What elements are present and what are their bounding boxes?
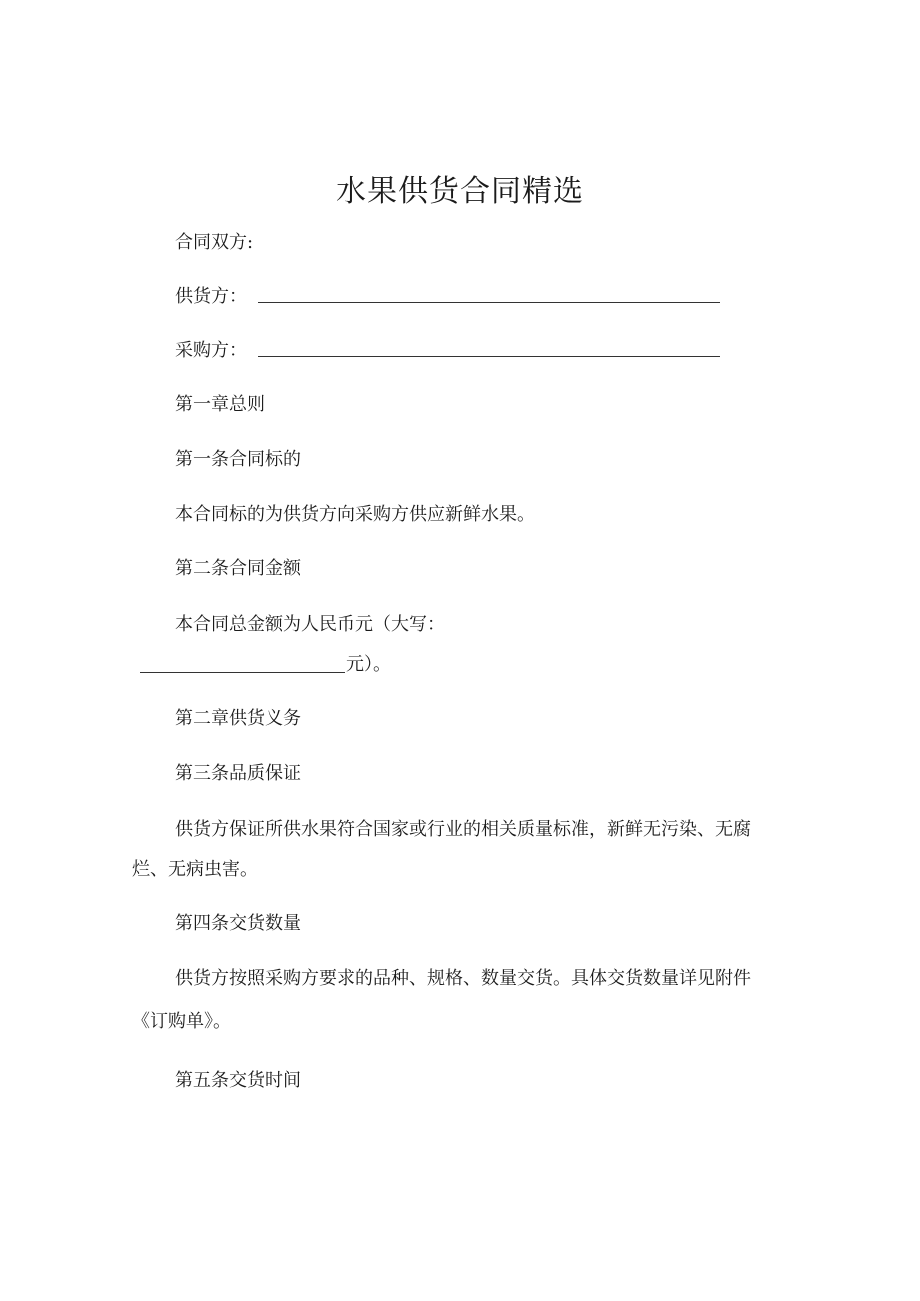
article-4-heading: 第四条交货数量	[175, 913, 301, 934]
article-3-body-line-1: 供货方保证所供水果符合国家或行业的相关质量标准，新鲜无污染、无腐	[175, 819, 751, 840]
document-title: 水果供货合同精选	[336, 174, 584, 209]
chapter-2-heading: 第二章供货义务	[175, 708, 301, 729]
parties-heading: 合同双方:	[175, 232, 254, 253]
supplier-label: 供货方：	[175, 286, 247, 307]
purchaser-label: 采购方：	[175, 340, 247, 361]
amount-blank-line	[140, 672, 345, 673]
article-4-body-line-1: 供货方按照采购方要求的品种、规格、数量交货。具体交货数量详见附件	[175, 968, 751, 989]
purchaser-blank-line	[258, 356, 720, 357]
article-3-heading: 第三条品质保证	[175, 763, 301, 784]
chapter-1-heading: 第一章总则	[175, 394, 265, 415]
article-1-body: 本合同标的为供货方向采购方供应新鲜水果。	[175, 504, 535, 525]
supplier-blank-line	[258, 302, 720, 303]
article-2-heading: 第二条合同金额	[175, 558, 301, 579]
article-1-heading: 第一条合同标的	[175, 449, 301, 470]
article-5-heading: 第五条交货时间	[175, 1070, 301, 1091]
article-3-body-line-2: 烂、无病虫害。	[132, 859, 258, 880]
article-4-body-line-2: 《订购单》。	[132, 1011, 231, 1032]
article-2-body-line-2: 元）。	[346, 654, 391, 675]
article-2-body-line-1: 本合同总金额为人民币元（大写：	[175, 614, 445, 635]
